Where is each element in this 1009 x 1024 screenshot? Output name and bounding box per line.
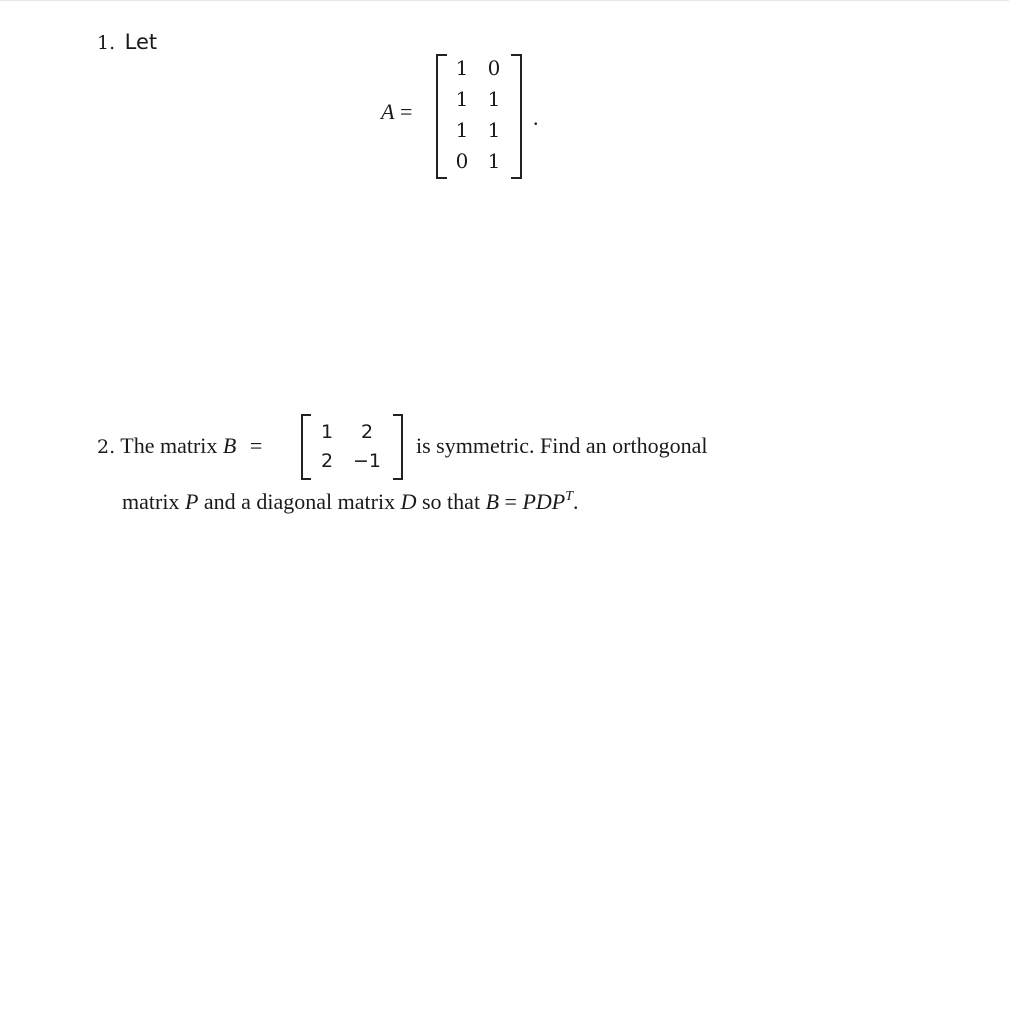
matrix-a-cell: 1 — [487, 87, 501, 111]
var-pdp: PDP — [522, 489, 566, 514]
matrix-b-row — [312, 448, 392, 477]
matrix-a-row — [449, 55, 507, 86]
line2-text-3: so that — [422, 489, 481, 514]
matrix-a-cell: 1 — [455, 56, 469, 80]
matrix-b-cell: 2 — [360, 421, 374, 443]
problem-2-lead: The matrix — [120, 433, 218, 458]
matrix-a-cell: 1 — [487, 149, 501, 173]
matrix-a-period: . — [533, 105, 539, 130]
problem-1-intro: Let — [124, 30, 158, 54]
matrix-a-cell: 0 — [487, 56, 501, 80]
matrix-b-left-bracket — [301, 414, 311, 480]
matrix-a-cell: 1 — [487, 118, 501, 142]
problem-2-line-2 — [122, 484, 579, 515]
problem-1-number: 1. — [97, 32, 116, 54]
matrix-a-equals: = — [399, 99, 413, 124]
matrix-b-right-bracket — [393, 414, 403, 480]
var-p: P — [184, 489, 199, 514]
transpose-superscript: T — [565, 489, 573, 504]
line2-text-1: matrix — [122, 489, 180, 514]
matrix-a-cell: 1 — [455, 118, 469, 142]
matrix-a-row — [449, 148, 507, 179]
problem-2-number: 2. — [97, 436, 116, 458]
matrix-b-name: B — [222, 433, 237, 458]
line2-text-2: and a diagonal matrix — [203, 489, 396, 514]
problem-2-line-1-rest: is symmetric. Find an orthogonal — [416, 433, 708, 458]
matrix-b — [312, 419, 392, 477]
matrix-b-cell: 2 — [320, 450, 334, 472]
matrix-b-equals: = — [249, 433, 263, 458]
matrix-b-cell: 1 — [320, 421, 334, 443]
matrix-a-lhs — [381, 99, 412, 125]
var-d: D — [400, 489, 417, 514]
line2-equals: = — [504, 489, 517, 514]
matrix-a-right-bracket — [511, 54, 522, 179]
matrix-a-name: A — [381, 99, 395, 124]
var-b: B — [485, 489, 500, 514]
matrix-a — [449, 55, 507, 179]
line2-period: . — [573, 489, 579, 514]
problem-1-header — [97, 29, 157, 56]
matrix-a-row — [449, 117, 507, 148]
matrix-a-cell: 0 — [455, 149, 469, 173]
matrix-a-cell: 1 — [455, 87, 469, 111]
matrix-a-left-bracket — [436, 54, 447, 179]
matrix-a-row — [449, 86, 507, 117]
matrix-b-cell: −1 — [352, 450, 381, 472]
matrix-b-row — [312, 419, 392, 448]
top-rule — [0, 0, 1009, 1]
problem-2-line-1 — [97, 433, 262, 460]
